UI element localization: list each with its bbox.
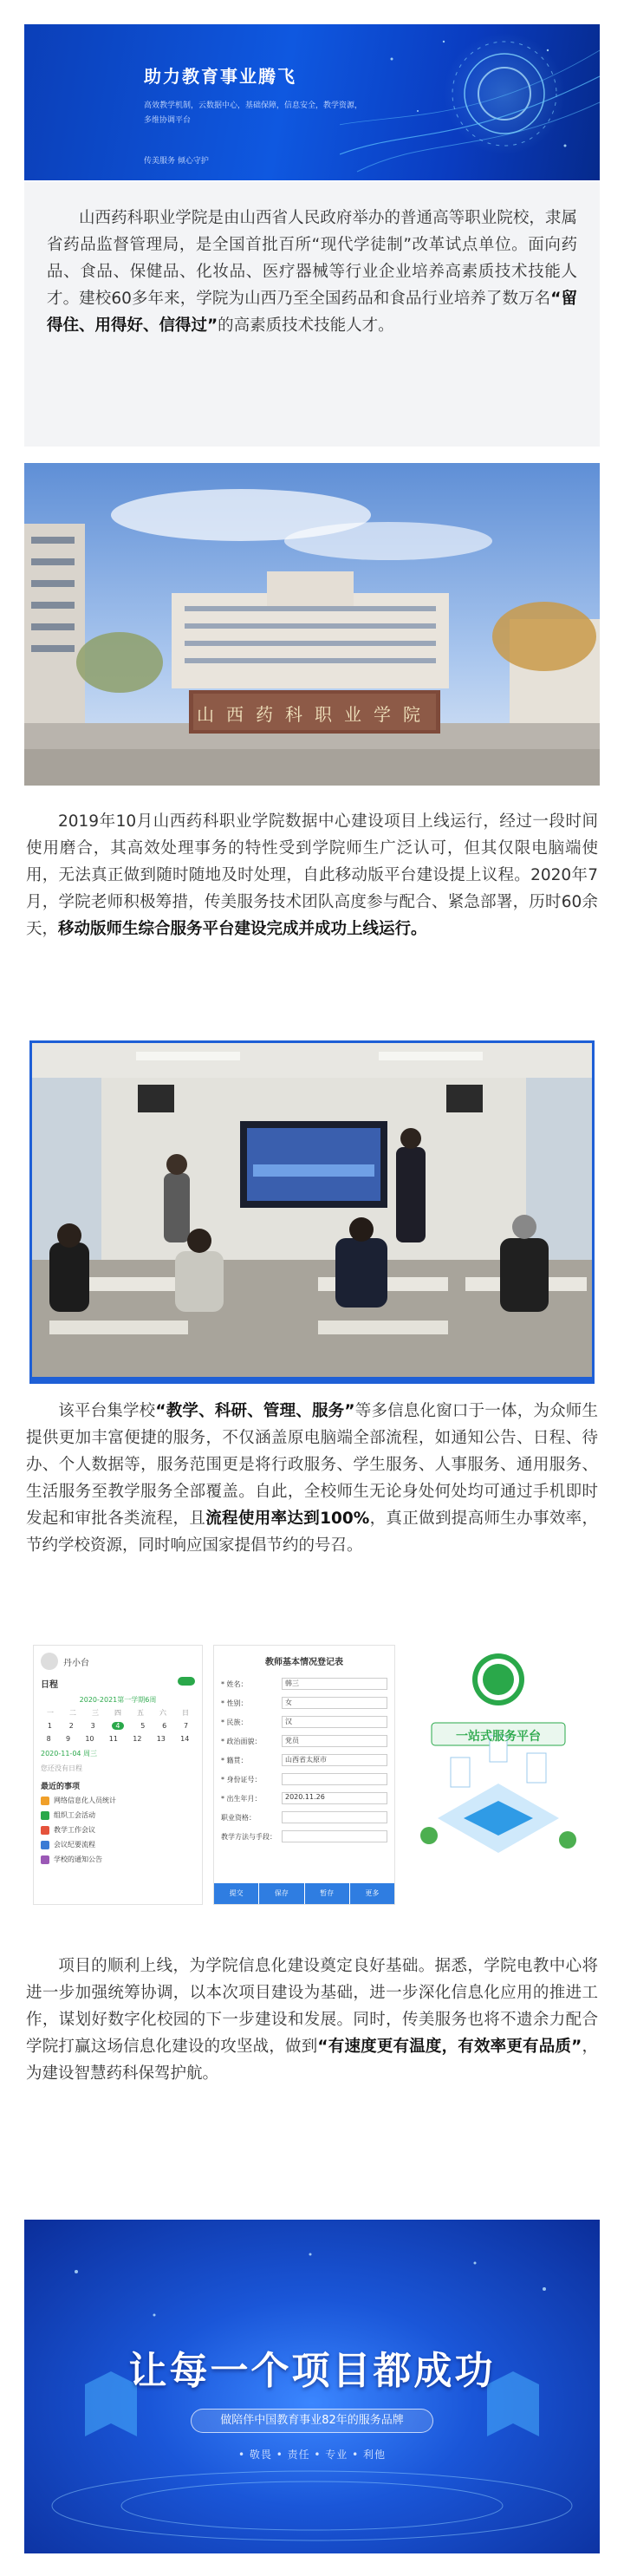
form-row: * 姓名： 韩三 — [214, 1674, 394, 1693]
event-icon — [41, 1841, 49, 1849]
calendar-day[interactable]: 10 — [85, 1735, 94, 1743]
footer-pill: 做陪伴中国教育事业82年的服务品牌 — [191, 2409, 433, 2433]
calendar-day[interactable]: 5 — [140, 1722, 146, 1730]
paragraph-4-text-end: ，为建设智慧药科保驾护航。 — [26, 2038, 598, 2083]
photo-accent-bar — [29, 1377, 595, 1384]
classroom-photo — [29, 1040, 595, 1380]
calendar-row — [34, 1732, 202, 1745]
form-row: * 籍贯： 山西省太原市 — [214, 1751, 394, 1770]
platform-label: 一站式服务平台 — [456, 1730, 541, 1744]
form-row: 教学方法与手段： — [214, 1827, 394, 1846]
avatar — [41, 1653, 58, 1670]
intro-box — [24, 182, 600, 447]
weekday: 四 — [114, 1709, 121, 1717]
platform-illustration — [406, 1645, 591, 1905]
app-screenshots — [24, 1645, 600, 1905]
calendar-day[interactable]: 8 — [46, 1735, 51, 1743]
form-row: * 性别： 女 — [214, 1693, 394, 1712]
calendar-day[interactable]: 6 — [162, 1722, 167, 1730]
calendar-day[interactable]: 13 — [156, 1735, 166, 1743]
banner-signature: 传美服务 倾心守护 — [144, 157, 209, 166]
intro-text: 山西药科职业学院是由山西省人民政府举办的普通高等职业院校，隶属省药品监督管理局，是全国首批百所“现代学徒制”改革试点单位。面向药品、食品、保健品、化妆品、医疗器械等行业企业培养高素质技术技能人才。建校60多年来，学院为山西乃至全国药品和食品行业培养了数万名 — [47, 209, 577, 308]
month-label: 2020-2021第一学期6周 — [79, 1696, 157, 1704]
calendar-day[interactable]: 7 — [183, 1722, 189, 1730]
calendar-day[interactable]: 11 — [108, 1735, 118, 1743]
week-header — [34, 1706, 202, 1719]
campus-photo — [24, 463, 600, 786]
list-item[interactable]: 网络信息化人员统计 — [34, 1793, 202, 1808]
paragraph-4 — [26, 1953, 598, 2087]
calendar-day[interactable]: 9 — [65, 1735, 71, 1743]
footer-banner — [24, 2220, 600, 2553]
footer-slogan: 让每一个项目都成功 — [128, 2349, 496, 2393]
gender-field[interactable]: 女 — [282, 1697, 387, 1709]
list-item[interactable]: 组织工会活动 — [34, 1808, 202, 1823]
intro-text-end: 的高素质技术技能人才。 — [218, 316, 394, 335]
banner-subtitle: 高效教学机制，云数据中心，基础保障，信息安全，教学资源，多维协调平台 — [144, 101, 363, 125]
paragraph-3-highlight-a: “教学、科研、管理、服务” — [155, 1402, 355, 1420]
calendar-day[interactable]: 1 — [47, 1722, 52, 1730]
qualification-field[interactable] — [282, 1811, 387, 1823]
form-actions — [214, 1883, 394, 1904]
hometown-field[interactable]: 山西省太原市 — [282, 1754, 387, 1766]
date-line: 2020-11-04 周三 — [41, 1750, 98, 1758]
empty-schedule: 您还没有日程 — [41, 1764, 82, 1772]
calendar-day[interactable]: 3 — [90, 1722, 95, 1730]
weekday: 六 — [159, 1709, 166, 1717]
list-item[interactable]: 教学工作会议 — [34, 1823, 202, 1837]
form-row: 职业资格： — [214, 1808, 394, 1827]
list-item[interactable]: 学校的通知公告 — [34, 1852, 202, 1867]
weekday: 二 — [69, 1709, 76, 1717]
method-field[interactable] — [282, 1830, 387, 1842]
weekday: 五 — [137, 1709, 144, 1717]
intro-paragraph — [47, 205, 577, 339]
submit-button[interactable]: 提交 — [214, 1883, 259, 1904]
calendar-day[interactable]: 14 — [180, 1735, 190, 1743]
toggle-switch[interactable] — [178, 1677, 195, 1686]
paragraph-3-text-c: ，真正做到提高师生办事效率，节约学校资源，同时响应国家提倡节约的号召。 — [26, 1510, 598, 1555]
event-icon — [41, 1826, 49, 1835]
event-icon — [41, 1855, 49, 1864]
paragraph-3-highlight-b: 流程使用率达到100% — [205, 1510, 370, 1528]
paragraph-2-highlight: 移动版师生综合服务平台建设完成并成功上线运行。 — [58, 920, 427, 938]
paragraph-3-text-a: 该平台集学校 — [58, 1402, 156, 1420]
event-icon — [41, 1797, 49, 1805]
paragraph-2-text: 2019年10月山西药科职业学院数据中心建设项目上线运行，经过一段时间使用磨合，其高效处理事务的特性受到学院师生广泛认可，但其仅限电脑端使用，无法真正做到随时随地及时处理，自此移动版平台建设提上议程。2020年7月，学院老师积极筹措，传美服务技术团队高度参与配合、紧急部署，历时60余天， — [26, 812, 598, 938]
id-field[interactable] — [282, 1773, 387, 1785]
paragraph-4-text: 项目的顺利上线，为学院信息化建设奠定良好基础。据悉，学院电教中心将进一步加强统筹协调，以本次项目建设为基础，进一步深化信息化应用的推进工作，谋划好数字化校园的下一步建设和发展。同时，传美服务也将不遗余力配合学院打赢这场信息化建设的攻坚战，做到 — [26, 1957, 598, 2056]
footer-values: • 敬畏 • 责任 • 专业 • 利他 — [237, 2449, 386, 2461]
name-field[interactable]: 韩三 — [282, 1678, 387, 1690]
calendar-row — [34, 1719, 202, 1732]
phone-home-screen — [33, 1645, 203, 1905]
tech-lines-decoration — [340, 24, 600, 180]
weekday: 日 — [182, 1709, 189, 1717]
form-row: * 身份证号： — [214, 1770, 394, 1789]
paragraph-2 — [26, 808, 598, 942]
more-button[interactable]: 更多 — [350, 1883, 394, 1904]
banner-title: 助力教育事业腾飞 — [144, 66, 296, 87]
birth-field[interactable]: 2020.11.26 — [282, 1792, 387, 1804]
teacher-form-screen — [213, 1645, 395, 1905]
calendar-day-selected[interactable]: 4 — [112, 1722, 123, 1730]
intro-highlight: “留得住、用得好、信得过” — [47, 290, 577, 335]
list-item[interactable]: 会议纪要流程 — [34, 1837, 202, 1852]
form-row: * 出生年月： 2020.11.26 — [214, 1789, 394, 1808]
paragraph-3 — [26, 1398, 598, 1559]
calendar-day[interactable]: 12 — [133, 1735, 142, 1743]
gate-sign-text: 山西药科职业学院 — [197, 704, 432, 725]
weekday: 一 — [47, 1709, 54, 1717]
event-icon — [41, 1811, 49, 1820]
save-button[interactable]: 保存 — [259, 1883, 304, 1904]
weekday: 三 — [92, 1709, 99, 1717]
political-field[interactable]: 党员 — [282, 1735, 387, 1747]
header-banner — [24, 24, 600, 180]
form-row: * 民族： 汉 — [214, 1712, 394, 1731]
calendar-day[interactable]: 2 — [68, 1722, 74, 1730]
calendar-label: 日程 — [41, 1680, 58, 1690]
ethnicity-field[interactable]: 汉 — [282, 1716, 387, 1728]
draft-button[interactable]: 暂存 — [305, 1883, 350, 1904]
form-row: * 政治面貌： 党员 — [214, 1731, 394, 1751]
form-title: 教师基本情况登记表 — [265, 1658, 343, 1667]
recent-events-title: 最近的事项 — [41, 1783, 81, 1791]
paragraph-4-highlight: “有速度更有温度，有效率更有品质” — [317, 2038, 582, 2056]
paragraph-3-text-b: 等多信息化窗口于一体，为众师生提供更加丰富便捷的服务，不仅涵盖原电脑端全部流程，如通知公告、日程、待办、个人数据等，服务范围更是将行政服务、学生服务、人事服务、通用服务、生活服务至教学服务全部覆盖。自此，全校师生无论身处何处均可通过手机即时发起和审批各类流程，且 — [26, 1402, 598, 1528]
user-name: 丹小台 — [63, 1658, 89, 1668]
